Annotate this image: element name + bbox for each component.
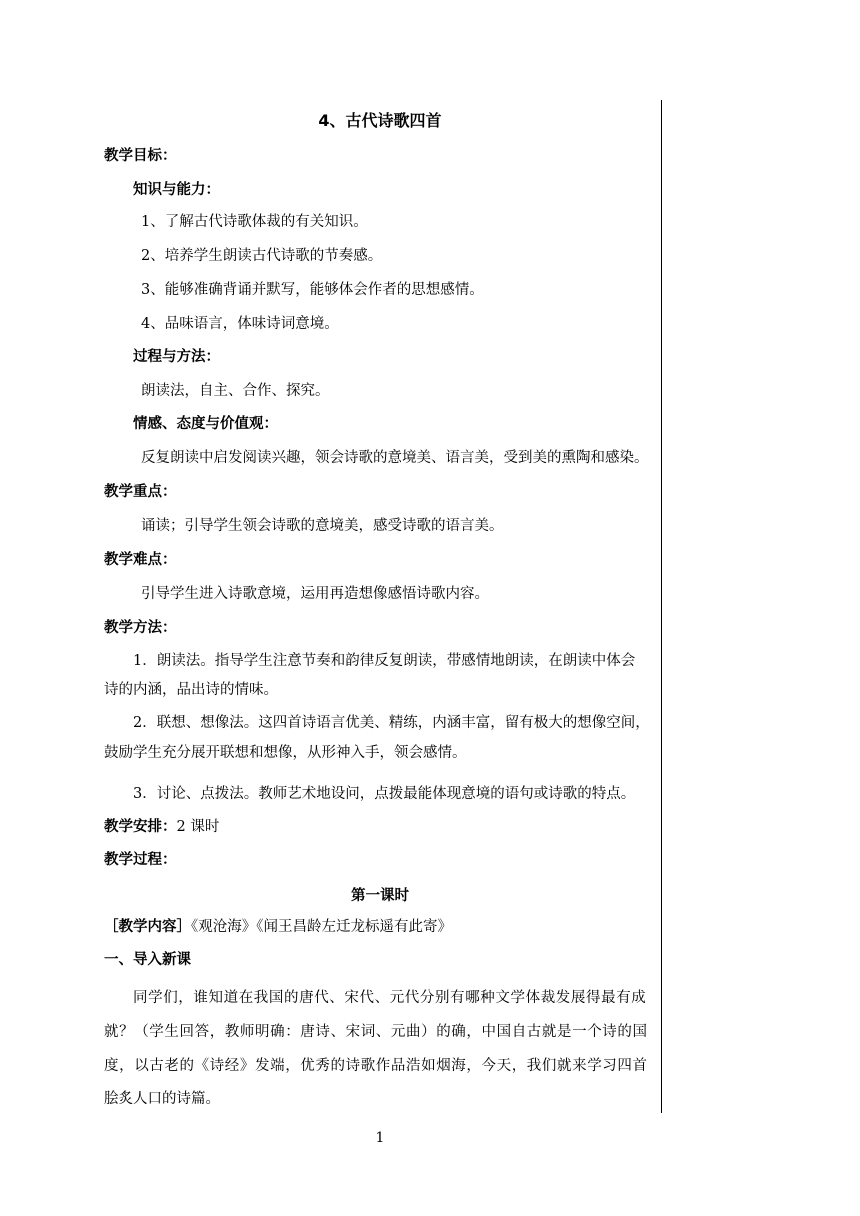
knowledge-heading: 知识与能力： <box>133 182 220 198</box>
schedule-line <box>104 817 219 837</box>
difficulty-text: 引导学生进入诗歌意境，运用再造想像感悟诗歌内容。 <box>141 586 489 602</box>
intro-line: 就？（学生回答，教师明确：唐诗、宋词、元曲）的确，中国自古就是一个诗的国 <box>104 1024 648 1040</box>
right-margin-rule <box>661 100 662 1113</box>
focus-heading: 教学重点： <box>104 484 177 500</box>
schedule-heading: 教学安排： <box>104 819 177 835</box>
process-heading: 过程与方法： <box>133 349 220 365</box>
method-item-line: 鼓励学生充分展开联想和想像，从形神入手，领会感情。 <box>104 745 467 761</box>
method-item-line: 2．联想、想像法。这四首诗语言优美、精练，内涵丰富，留有极大的想像空间， <box>133 715 650 731</box>
intro-line: 同学们，谁知道在我国的唐代、宋代、元代分别有哪种文学体裁发展得最有成 <box>133 990 647 1006</box>
method-heading: 教学方法： <box>104 620 177 636</box>
content-line <box>104 917 452 937</box>
emotion-text: 反复朗读中启发阅读兴趣，领会诗歌的意境美、语言美，受到美的熏陶和感染。 <box>141 450 649 466</box>
process-text: 朗读法，自主、合作、探究。 <box>141 383 330 399</box>
content-text: 《观沧海》《闻王昌龄左迁龙标遥有此寄》 <box>191 919 452 935</box>
knowledge-item: 4、品味语言，体味诗词意境。 <box>141 316 339 332</box>
objectives-heading: 教学目标： <box>104 148 177 164</box>
emotion-heading: 情感、态度与价值观： <box>133 416 278 432</box>
lesson-title: 第一课时 <box>351 888 409 904</box>
page-number: 1 <box>375 1130 385 1146</box>
difficulty-heading: 教学难点： <box>104 552 177 568</box>
method-item-line: 1．朗读法。指导学生注意节奏和韵律反复朗读，带感情地朗读，在朗读中体会 <box>133 653 636 669</box>
knowledge-item: 3、能够准确背诵并默写，能够体会作者的思想感情。 <box>141 282 484 298</box>
intro-line: 度，以古老的《诗经》发端，优秀的诗歌作品浩如烟海，今天，我们就来学习四首 <box>104 1058 648 1074</box>
process2-heading: 教学过程： <box>104 852 177 868</box>
content-label: ［教学内容］ <box>104 919 191 935</box>
focus-text: 诵读；引导学生领会诗歌的意境美，感受诗歌的语言美。 <box>141 518 504 534</box>
knowledge-item: 1、了解古代诗歌体裁的有关知识。 <box>141 214 368 230</box>
section1-heading: 一、导入新课 <box>104 952 191 968</box>
method-item-line: 3．讨论、点拨法。教师艺术地设问，点拨最能体现意境的语句或诗歌的特点。 <box>133 786 636 802</box>
knowledge-item: 2、培养学生朗读古代诗歌的节奏感。 <box>141 248 383 264</box>
schedule-value: 2 课时 <box>176 819 220 835</box>
method-item-line: 诗的内涵，品出诗的情味。 <box>104 682 278 698</box>
document-title: 4、古代诗歌四首 <box>318 111 442 130</box>
intro-line: 脍炙人口的诗篇。 <box>104 1091 220 1107</box>
